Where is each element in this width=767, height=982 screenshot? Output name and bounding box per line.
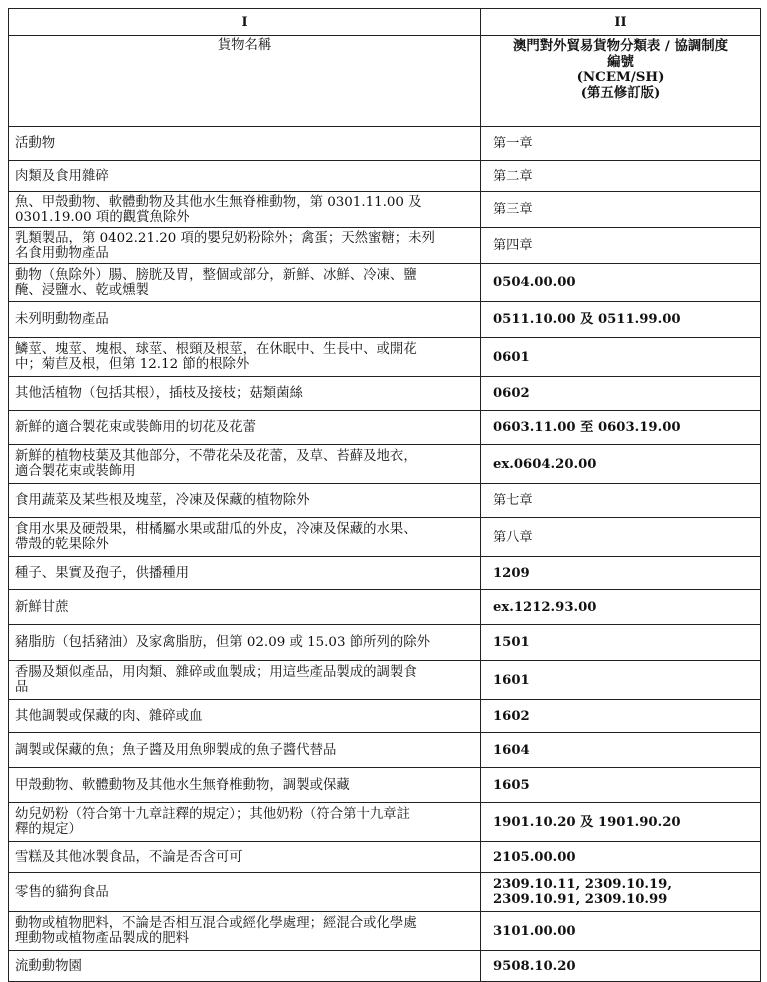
ncem-code-cell — [481, 590, 761, 625]
ncem-code-line: 0603.11.00 至 0603.19.00 — [493, 420, 681, 435]
table-row — [9, 192, 761, 228]
ncem-code-cell — [481, 912, 761, 951]
table-row — [9, 768, 761, 803]
ncem-code-line: 0601 — [493, 349, 530, 365]
goods-description-line: 理動物或植物產品製成的肥料 — [15, 931, 190, 946]
goods-description-line: 幼兒奶粉（符合第十九章註釋的規定）；其他奶粉（符合第十九章註 — [15, 807, 411, 822]
table-row — [9, 377, 761, 411]
table-row — [9, 700, 761, 733]
table-row — [9, 873, 761, 912]
table-row — [9, 951, 761, 982]
column-ii-label: II — [481, 9, 761, 36]
goods-description-line: 雪糕及其他冰製食品，不論是否含可可 — [15, 849, 243, 865]
goods-description-line: 中；菊苣及根，但第 12.12 節的根除外 — [15, 357, 250, 372]
ncem-code-line: 1209 — [493, 565, 530, 581]
goods-description-line: 甲殼動物、軟體動物及其他水生無脊椎動物，調製或保藏 — [15, 777, 350, 793]
ncem-code-line: 2105.00.00 — [493, 849, 576, 865]
ncem-code-line: 1605 — [493, 777, 530, 793]
goods-description-cell — [9, 338, 481, 377]
table-row — [9, 264, 761, 302]
goods-classification-table — [8, 8, 761, 982]
goods-description-line: 其他調製或保藏的肉、雜碎或血 — [15, 708, 203, 724]
ncem-code-cell — [481, 768, 761, 803]
goods-description-line: 品 — [15, 680, 29, 695]
ncem-code-cell — [481, 661, 761, 700]
goods-description-cell — [9, 803, 481, 842]
ncem-code-line: 第二章 — [493, 168, 533, 184]
goods-description-line: 新鮮的適合製花束或裝飾用的切花及花蕾 — [15, 420, 257, 435]
goods-description-line: 新鮮甘蔗 — [15, 599, 69, 615]
ncem-code-line: ex.1212.93.00 — [493, 599, 597, 615]
goods-description-line: 適合製花束或裝飾用 — [15, 464, 136, 479]
goods-name-header: 貨物名稱 — [9, 36, 481, 127]
ncem-code-line: 0504.00.00 — [493, 275, 576, 290]
ncem-code-line: 2309.10.11, 2309.10.19, — [493, 877, 672, 892]
table-row — [9, 302, 761, 338]
table-row — [9, 518, 761, 557]
goods-description-line: 動物或植物肥料，不論是否相互混合或經化學處理；經混合或化學處 — [15, 916, 417, 931]
table-row — [9, 484, 761, 518]
goods-description-cell — [9, 127, 481, 161]
ncem-code-cell — [481, 873, 761, 912]
ncem-code-cell — [481, 302, 761, 338]
ncem-code-cell — [481, 803, 761, 842]
ncem-code-line: 0602 — [493, 386, 530, 401]
goods-description-cell — [9, 768, 481, 803]
table-row — [9, 733, 761, 768]
table-row — [9, 338, 761, 377]
goods-description-line: 釋的規定） — [15, 822, 82, 837]
goods-description-cell — [9, 700, 481, 733]
goods-description-cell — [9, 842, 481, 873]
ncem-code-cell — [481, 700, 761, 733]
ncem-code-cell — [481, 445, 761, 484]
ncem-code-line: 1604 — [493, 742, 530, 758]
roman-header-row — [9, 9, 761, 36]
goods-description-cell — [9, 228, 481, 264]
goods-description-line: 活動物 — [15, 136, 56, 151]
goods-description-line: 醃、浸鹽水、乾或燻製 — [15, 282, 149, 298]
table-row — [9, 803, 761, 842]
ncem-code-line: 0511.10.00 及 0511.99.00 — [493, 312, 681, 327]
ncem-code-header — [481, 36, 761, 127]
goods-description-cell — [9, 733, 481, 768]
goods-description-line: 食用水果及硬殼果，柑橘屬水果或甜瓜的外皮，冷凍及保藏的水果、 — [15, 522, 417, 537]
ncem-code-line: ex.0604.20.00 — [493, 456, 597, 472]
ncem-code-cell — [481, 127, 761, 161]
table-row — [9, 661, 761, 700]
ncem-code-line: 1601 — [493, 672, 530, 688]
goods-description-cell — [9, 411, 481, 445]
goods-description-line: 香腸及類似產品，用肉類、雜碎或血製成；用這些產品製成的調製食 — [15, 665, 417, 680]
goods-description-cell — [9, 951, 481, 982]
ncem-code-cell — [481, 842, 761, 873]
goods-description-cell — [9, 661, 481, 700]
ncem-code-line: 第七章 — [493, 493, 533, 508]
goods-description-line: 未列明動物產品 — [15, 312, 109, 327]
title-header-row — [9, 36, 761, 127]
ncem-code-line: 3101.00.00 — [493, 923, 576, 939]
goods-description-cell — [9, 518, 481, 557]
goods-description-cell — [9, 161, 481, 192]
ncem-code-line: 1602 — [493, 708, 530, 724]
goods-description-cell — [9, 192, 481, 228]
table-row — [9, 161, 761, 192]
table-body — [9, 127, 761, 982]
ncem-code-line: 第三章 — [493, 202, 533, 217]
ncem-code-cell — [481, 557, 761, 590]
goods-description-line: 乳類製品，第 0402.21.20 項的嬰兒奶粉除外；禽蛋；天然蜜糖；未列 — [15, 230, 435, 246]
goods-description-cell — [9, 912, 481, 951]
table-row — [9, 842, 761, 873]
table-row — [9, 127, 761, 161]
ncem-code-line: 1501 — [493, 635, 530, 650]
ncem-code-line: 2309.10.91, 2309.10.99 — [493, 892, 668, 907]
goods-description-line: 零售的貓狗食品 — [15, 884, 109, 900]
ncem-code-cell — [481, 625, 761, 661]
goods-description-cell — [9, 590, 481, 625]
goods-description-line: 帶殼的乾果除外 — [15, 537, 109, 552]
column-i-label: I — [9, 9, 481, 36]
ncem-code-cell — [481, 411, 761, 445]
goods-description-line: 調製或保藏的魚；魚子醬及用魚卵製成的魚子醬代替品 — [15, 742, 337, 758]
ncem-code-line: 第四章 — [493, 238, 533, 253]
goods-description-line: 食用蔬菜及某些根及塊莖，冷凍及保藏的植物除外 — [15, 493, 310, 508]
ncem-code-cell — [481, 264, 761, 302]
goods-description-line: 魚、甲殼動物、軟體動物及其他水生無脊椎動物，第 0301.11.00 及 — [15, 194, 422, 210]
goods-description-line: 種子、果實及孢子，供播種用 — [15, 565, 190, 581]
goods-description-line: 流動動物園 — [15, 958, 82, 974]
ncem-code-cell — [481, 518, 761, 557]
table-row — [9, 590, 761, 625]
goods-description-line: 名食用動物產品 — [15, 245, 109, 261]
goods-description-line: 0301.19.00 項的觀賞魚除外 — [15, 209, 190, 225]
ncem-code-cell — [481, 228, 761, 264]
ncem-code-cell — [481, 161, 761, 192]
table-row — [9, 912, 761, 951]
ncem-code-cell — [481, 733, 761, 768]
goods-description-line: 肉類及食用雜碎 — [15, 168, 109, 184]
goods-description-line: 其他活植物（包括其根），插枝及接枝；菇類菌絲 — [15, 386, 303, 401]
ncem-header-line: (第五修訂版) — [580, 84, 661, 101]
ncem-code-line: 第八章 — [493, 529, 533, 545]
ncem-code-line: 第一章 — [493, 136, 533, 151]
ncem-code-cell — [481, 338, 761, 377]
goods-description-line: 新鮮的植物枝葉及其他部分，不帶花朵及花蕾，及草、苔蘚及地衣， — [15, 449, 417, 464]
goods-description-line: 動物（魚除外）腸、膀胱及胃，整個或部分，新鮮、冰鮮、冷凍、鹽 — [15, 267, 417, 283]
goods-description-cell — [9, 625, 481, 661]
ncem-header-line: 編號 — [607, 53, 634, 70]
ncem-code-cell — [481, 192, 761, 228]
table-row — [9, 411, 761, 445]
goods-description-cell — [9, 377, 481, 411]
goods-description-cell — [9, 484, 481, 518]
table-row — [9, 557, 761, 590]
ncem-code-cell — [481, 484, 761, 518]
goods-description-line: 豬脂肪（包括豬油）及家禽脂肪，但第 02.09 或 15.03 節所列的除外 — [15, 635, 431, 650]
ncem-code-line: 1901.10.20 及 1901.90.20 — [493, 814, 681, 830]
table-row — [9, 445, 761, 484]
table-row — [9, 625, 761, 661]
table-row — [9, 228, 761, 264]
goods-description-cell — [9, 264, 481, 302]
goods-description-cell — [9, 873, 481, 912]
ncem-code-cell — [481, 951, 761, 982]
ncem-code-line: 9508.10.20 — [493, 958, 576, 974]
goods-description-cell — [9, 557, 481, 590]
ncem-header-line: (NCEM/SH) — [576, 69, 665, 85]
goods-description-cell — [9, 445, 481, 484]
goods-description-cell — [9, 302, 481, 338]
ncem-header-line: 澳門對外貿易貨物分類表 / 協調制度 — [512, 38, 729, 54]
ncem-code-cell — [481, 377, 761, 411]
goods-description-line: 鱗莖、塊莖、塊根、球莖、根頸及根莖，在休眠中、生長中、或開花 — [15, 342, 417, 357]
